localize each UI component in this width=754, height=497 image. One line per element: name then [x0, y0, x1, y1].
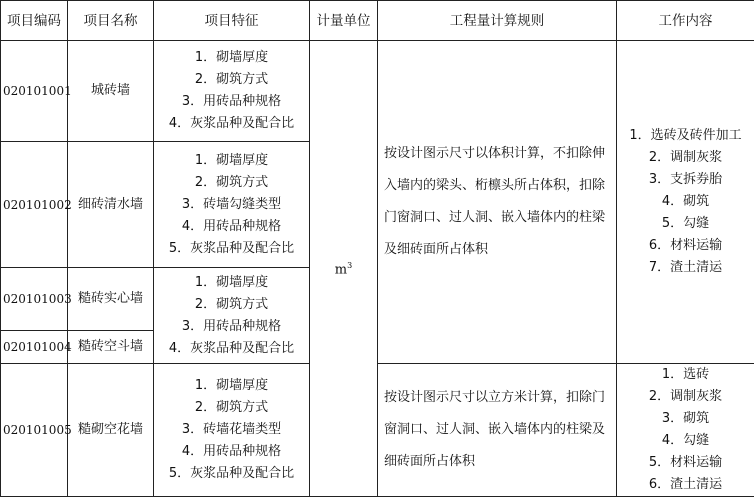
calc-rule-area: 按设计图示尺寸以立方米计算，扣除门窗洞口、过人洞、嵌入墙体内的柱梁及细砖面所占体积	[378, 364, 617, 497]
work-content-group1	[617, 41, 754, 364]
work-line: 7．渣土清运	[617, 257, 754, 279]
feature-line: 1．砌墙厚度	[154, 150, 309, 172]
item-name: 城砖墙	[68, 41, 154, 142]
feature-line: 1．砌墙厚度	[154, 47, 309, 69]
table-row	[1, 41, 754, 142]
feature-line: 1．砌墙厚度	[154, 272, 309, 294]
feature-line: 2．砌筑方式	[154, 172, 309, 194]
feature-line: 4．灰浆品种及配合比	[154, 113, 309, 135]
feature-line: 3．砖墙花墙类型	[154, 419, 309, 441]
header-row	[1, 1, 754, 41]
header-features: 项目特征	[154, 1, 310, 41]
item-code: 020101001	[1, 41, 68, 142]
feature-line: 5．灰浆品种及配合比	[154, 238, 309, 260]
header-work: 工作内容	[617, 1, 754, 41]
item-features	[154, 41, 310, 142]
work-line: 4．勾缝	[617, 430, 754, 452]
unit-sup: 3	[347, 261, 352, 270]
feature-line: 3．砖墙勾缝类型	[154, 194, 309, 216]
header-rule: 工程量计算规则	[378, 1, 617, 41]
table-row	[1, 364, 754, 497]
item-code: 020101003	[1, 268, 68, 331]
work-content-group2	[617, 364, 754, 497]
unit-base: m	[335, 263, 347, 278]
measure-unit	[310, 41, 378, 497]
feature-line: 4．用砖品种规格	[154, 216, 309, 238]
work-line: 5．勾缝	[617, 213, 754, 235]
work-line: 3．砌筑	[617, 408, 754, 430]
item-features	[154, 142, 310, 268]
item-name: 细砖清水墙	[68, 142, 154, 268]
feature-line: 2．砌筑方式	[154, 397, 309, 419]
item-name: 糙砌空花墙	[68, 364, 154, 497]
header-code: 项目编码	[1, 1, 68, 41]
work-line: 3．支拆券胎	[617, 169, 754, 191]
work-line: 5．材料运输	[617, 452, 754, 474]
feature-line: 3．用砖品种规格	[154, 316, 309, 338]
work-line: 1．选砖	[617, 364, 754, 386]
item-code: 020101004	[1, 331, 68, 364]
work-line: 6．材料运输	[617, 235, 754, 257]
work-line: 4．砌筑	[617, 191, 754, 213]
item-features	[154, 268, 310, 364]
item-code: 020101005	[1, 364, 68, 497]
feature-line: 4．灰浆品种及配合比	[154, 338, 309, 360]
item-code: 020101002	[1, 142, 68, 268]
feature-line: 2．砌筑方式	[154, 294, 309, 316]
work-line: 1．选砖及砖件加工	[617, 125, 754, 147]
feature-line: 2．砌筑方式	[154, 69, 309, 91]
header-name: 项目名称	[68, 1, 154, 41]
header-unit: 计量单位	[310, 1, 378, 41]
work-line: 2．调制灰浆	[617, 147, 754, 169]
calc-rule-volume: 按设计图示尺寸以体积计算，不扣除伸入墙内的梁头、桁檩头所占体积，扣除门窗洞口、过人洞、嵌入墙体内的柱梁及细砖面所占体积	[378, 41, 617, 364]
work-line: 6．渣土清运	[617, 474, 754, 496]
feature-line: 4．用砖品种规格	[154, 441, 309, 463]
feature-line: 1．砌墙厚度	[154, 375, 309, 397]
feature-line: 3．用砖品种规格	[154, 91, 309, 113]
item-features	[154, 364, 310, 497]
feature-line: 5．灰浆品种及配合比	[154, 463, 309, 485]
item-name: 糙砖空斗墙	[68, 331, 154, 364]
item-name: 糙砖实心墙	[68, 268, 154, 331]
work-line: 2．调制灰浆	[617, 386, 754, 408]
